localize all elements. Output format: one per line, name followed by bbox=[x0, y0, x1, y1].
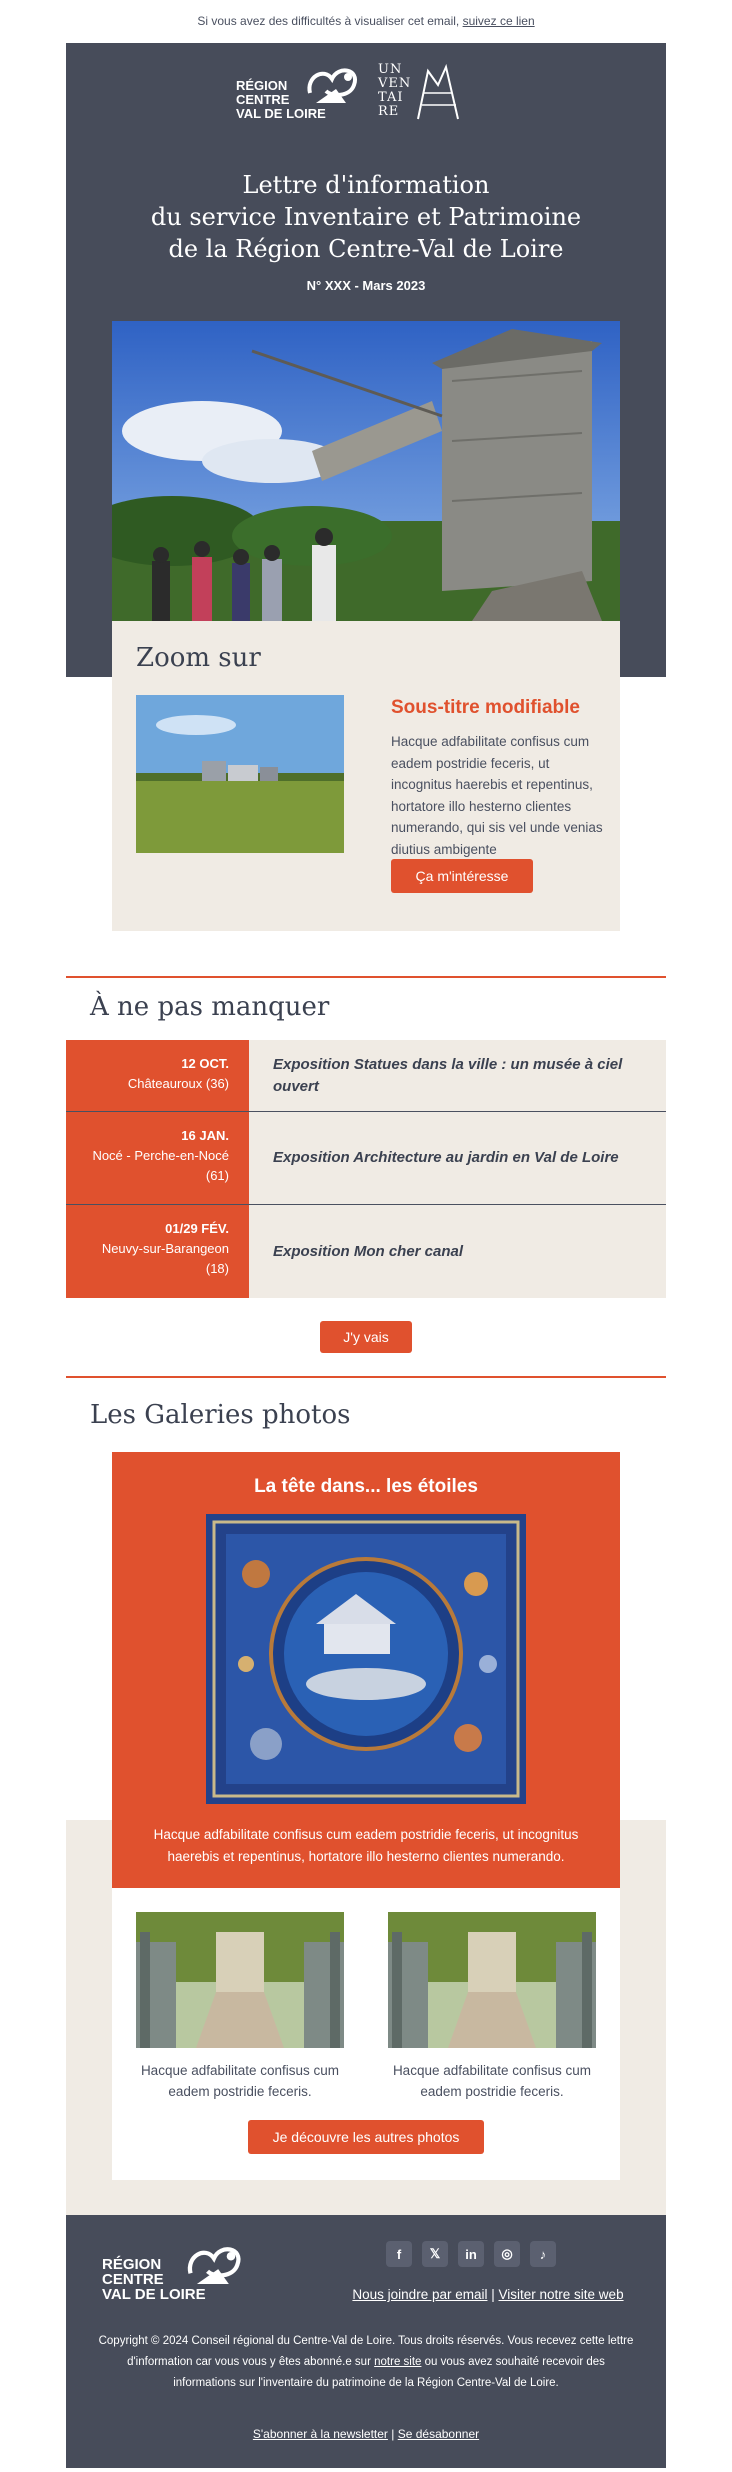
gallery-thumb-caption: Hacque adfabilitate confisus cum eadem postridie feceris. bbox=[140, 2063, 340, 2099]
event-title[interactable]: Exposition Mon cher canal bbox=[273, 1242, 464, 1260]
unventaire-logo[interactable]: UN VEN TAI RE bbox=[378, 63, 468, 133]
section-divider bbox=[66, 1376, 666, 1378]
gallery-thumbnails bbox=[112, 1888, 620, 2180]
event-title[interactable]: Exposition Statues dans la ville : un musée à ciel ouvert bbox=[273, 1055, 623, 1095]
galleries-heading: Les Galeries photos bbox=[90, 1400, 351, 1430]
gallery-thumb[interactable] bbox=[388, 1912, 596, 2048]
our-site-link[interactable]: notre site bbox=[374, 2356, 422, 2368]
tapestry-image bbox=[206, 1514, 526, 1804]
featured-gallery-caption: Hacque adfabilitate confisus cum eadem postridie feceris, ut incognitus haerebis et repentinus, hortatore illo hesterno clientes numerando. bbox=[153, 1827, 579, 1864]
instagram-icon[interactable]: ◎ bbox=[494, 2241, 520, 2267]
region-logo-emblem-icon bbox=[302, 63, 364, 113]
unsubscribe-link[interactable]: Se désabonner bbox=[397, 2427, 480, 2441]
zoom-heading: Zoom sur bbox=[136, 643, 261, 673]
x-icon[interactable]: 𝕏 bbox=[422, 2241, 448, 2267]
footer-logo-text: RÉGION CENTRE VAL DE LOIRE bbox=[102, 2256, 206, 2303]
issue-number: N° XXX - Mars 2023 bbox=[306, 278, 426, 293]
subscription-links: S'abonner à la newsletter | Se désabonner bbox=[252, 2427, 480, 2441]
zoom-photo bbox=[136, 695, 344, 853]
facebook-icon[interactable]: f bbox=[386, 2241, 412, 2267]
contact-email-link[interactable]: Nous joindre par email bbox=[352, 2287, 488, 2302]
region-logo[interactable] bbox=[236, 63, 366, 133]
footer-links: Nous joindre par email | Visiter notre site web bbox=[352, 2287, 624, 2302]
featured-gallery-title[interactable]: La tête dans... les étoiles bbox=[254, 1476, 478, 1497]
zoom-section bbox=[112, 621, 620, 931]
gallery-thumb-caption: Hacque adfabilitate confisus cum eadem postridie feceris. bbox=[392, 2063, 592, 2099]
events-cta-button[interactable]: J'y vais bbox=[320, 1321, 412, 1353]
section-divider bbox=[66, 976, 666, 978]
social-links bbox=[386, 2241, 556, 2267]
event-title[interactable]: Exposition Architecture au jardin en Val de Loire bbox=[273, 1149, 619, 1166]
galleries-cta-button[interactable]: Je découvre les autres photos bbox=[248, 2120, 484, 2154]
events-heading: À ne pas manquer bbox=[90, 992, 330, 1022]
copyright-text: Copyright © 2024 Conseil régional du Centre-Val de Loire. Tous droits réservés. Vous recevez cette lettre d'information car vous vous y êtes abonné.e sur notre site ou vous avez souhaité recevoir des informations sur l'inventaire du patrimoine de la Région Centre-Val de Loire. bbox=[98, 2335, 634, 2389]
tiktok-icon[interactable]: ♪ bbox=[530, 2241, 556, 2267]
event-row[interactable] bbox=[66, 1205, 666, 1298]
event-row[interactable] bbox=[66, 1112, 666, 1205]
zoom-body-text: Hacque adfabilitate confisus cum eadem postridie feceris, ut incognitus haerebis et repentinus, hortatore illo hesterno clientes numerando, qui sis vel unde venias diutius ambigente bbox=[391, 734, 603, 857]
footer-logo-emblem-icon bbox=[182, 2241, 248, 2295]
events-list bbox=[66, 1040, 666, 1298]
subscribe-link[interactable]: S'abonner à la newsletter bbox=[252, 2427, 388, 2441]
header-logos bbox=[66, 61, 666, 141]
region-logo-text: RÉGION CENTRE VAL DE LOIRE bbox=[236, 78, 326, 121]
preheader-link[interactable]: suivez ce lien bbox=[462, 14, 535, 28]
featured-gallery-card bbox=[112, 1452, 620, 1888]
footer-region-logo[interactable] bbox=[102, 2241, 262, 2311]
tapestry-photo[interactable] bbox=[206, 1514, 526, 1804]
footer bbox=[66, 2215, 666, 2468]
zoom-cta-button[interactable]: Ça m'intéresse bbox=[391, 859, 533, 893]
farm-image bbox=[136, 695, 344, 853]
website-link[interactable]: Visiter notre site web bbox=[498, 2287, 624, 2302]
event-row[interactable] bbox=[66, 1040, 666, 1112]
newsletter-title: Lettre d'information du service Inventaire et Patrimoine de la Région Centre-Val de Loire bbox=[150, 171, 582, 263]
event-date-place: 16 JAN. Nocé - Perche-en-Nocé (61) bbox=[66, 1112, 249, 1204]
windmill-image bbox=[112, 321, 620, 621]
preheader bbox=[0, 14, 732, 28]
unventaire-emblem-icon bbox=[412, 63, 464, 123]
garden-gate-image bbox=[136, 1912, 344, 2048]
preheader-text: Si vous avez des difficultés à visualiser cet email, bbox=[197, 14, 460, 28]
hero-header bbox=[66, 43, 666, 677]
garden-gate-image bbox=[388, 1912, 596, 2048]
event-date-place: 12 OCT. Châteauroux (36) bbox=[66, 1040, 249, 1111]
linkedin-icon[interactable]: in bbox=[458, 2241, 484, 2267]
zoom-subtitle: Sous-titre modifiable bbox=[391, 697, 580, 718]
event-date-place: 01/29 FÉV. Neuvy-sur-Barangeon (18) bbox=[66, 1205, 249, 1298]
windmill-photo bbox=[112, 321, 620, 621]
gallery-thumb[interactable] bbox=[136, 1912, 344, 2048]
